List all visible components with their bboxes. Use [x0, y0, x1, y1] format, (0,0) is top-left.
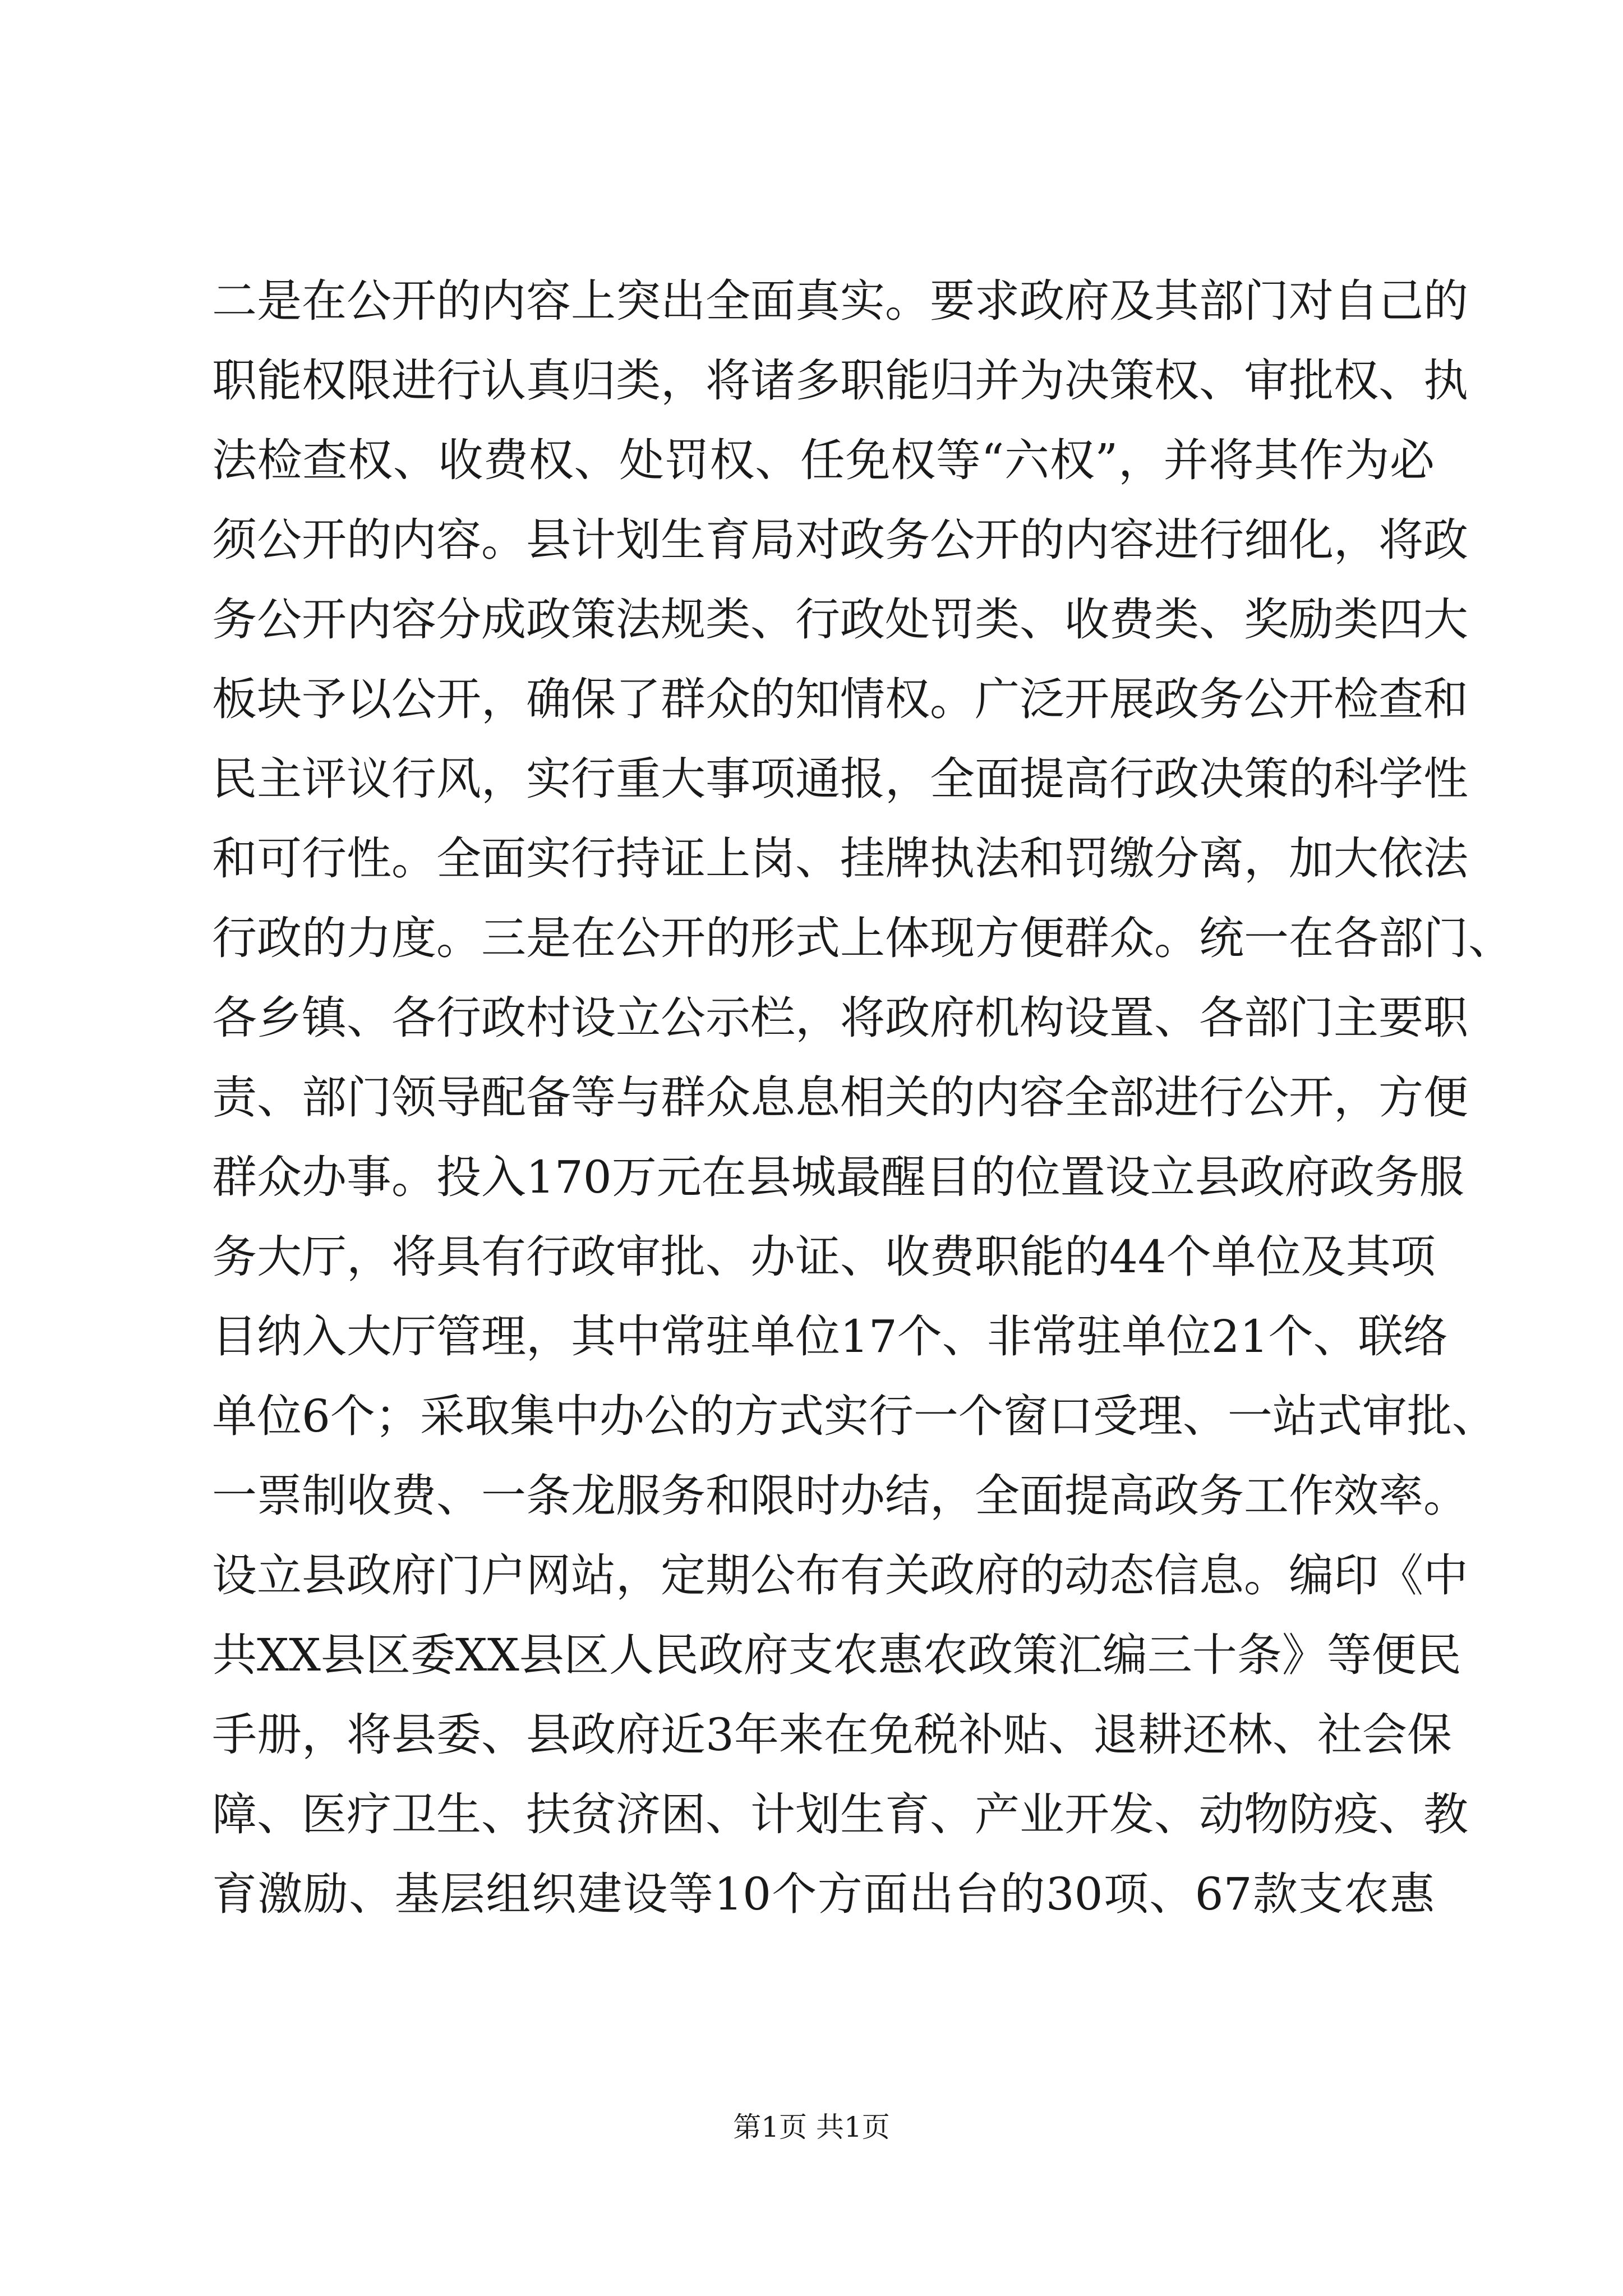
text-line: 二是在公开的内容上突出全面真实。要求政府及其部门对自己的: [212, 275, 1468, 327]
text-line: 手册，将县委、县政府近3年来在免税补贴、退耕还林、社会保: [212, 1709, 1452, 1761]
body-text: [212, 261, 1513, 1934]
text-line: 职能权限进行认真归类，将诸多职能归并为决策权、审批权、执: [212, 355, 1468, 407]
text-line: 须公开的内容。县计划生育局对政务公开的内容进行细化，将政: [212, 514, 1468, 566]
text-line: 单位6个；采取集中办公的方式实行一个窗口受理、一站式审批、: [212, 1390, 1497, 1442]
text-line: 育激励、基层组织建设等10个方面出台的30项、67款支农惠: [212, 1868, 1435, 1920]
text-line: 务公开内容分成政策法规类、行政处罚类、收费类、奖励类四大: [212, 593, 1468, 646]
text-line: 和可行性。全面实行持证上岗、挂牌执法和罚缴分离，加大依法: [212, 832, 1468, 885]
text-line: 行政的力度。三是在公开的形式上体现方便群众。统一在各部门、: [212, 912, 1513, 964]
text-line: 各乡镇、各行政村设立公示栏，将政府机构设置、各部门主要职: [212, 992, 1468, 1044]
text-line: 障、医疗卫生、扶贫济困、计划生育、产业开发、动物防疫、教: [212, 1788, 1468, 1841]
page-footer: 第1页 共1页: [733, 2111, 890, 2143]
text-line: 设立县政府门户网站，定期公布有关政府的动态信息。编印《中: [212, 1549, 1468, 1602]
text-line: 一票制收费、一条龙服务和限时办结，全面提高政务工作效率。: [212, 1470, 1468, 1522]
text-line: 目纳入大厅管理，其中常驻单位17个、非常驻单位21个、联络: [212, 1310, 1448, 1363]
text-line: 板块予以公开，确保了群众的知情权。广泛开展政务公开检查和: [212, 673, 1468, 725]
text-line: 法检查权、收费权、处罚权、任免权等“六权”，并将其作为必: [212, 434, 1435, 486]
text-line: 责、部门领导配备等与群众息息相关的内容全部进行公开，方便: [212, 1071, 1468, 1124]
text-line: 民主评议行风，实行重大事项通报，全面提高行政决策的科学性: [212, 753, 1468, 805]
text-line: 务大厅，将具有行政审批、办证、收费职能的44个单位及其项: [212, 1231, 1436, 1283]
text-line: 共XX县区委XX县区人民政府支农惠农政策汇编三十条》等便民: [212, 1629, 1461, 1681]
text-line: 群众办事。投入170万元在县城最醒目的位置设立县政府政务服: [212, 1151, 1464, 1203]
